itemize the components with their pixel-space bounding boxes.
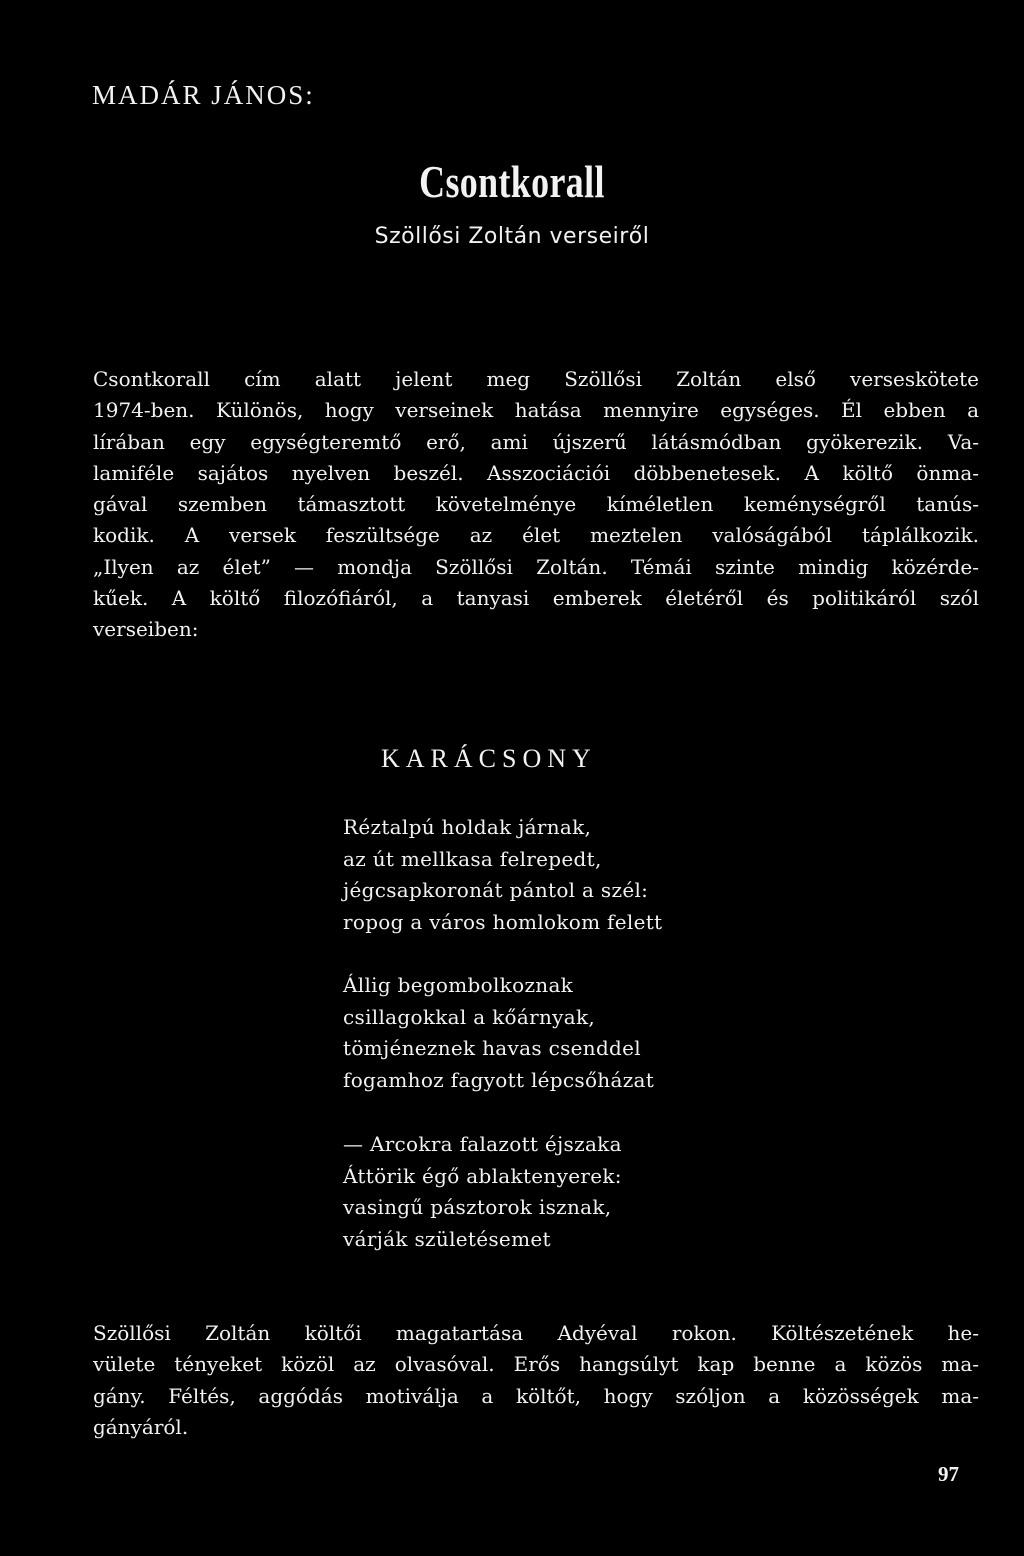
closing-line: vülete tényeket közöl az olvasóval. Erős hangsúlyt kap benne a közös ma- <box>93 1352 979 1377</box>
intro-line: kodik. A versek feszültsége az élet meztelen valóságából táplálkozik. <box>93 523 979 548</box>
poem-line: Állig begombolkoznak <box>343 973 574 997</box>
intro-line: lírában egy egységteremtő erő, ami újszerű látásmódban gyökerezik. Va- <box>93 429 979 454</box>
poem-line: az út mellkasa felrepedt, <box>343 846 602 871</box>
closing-paragraph <box>93 1318 979 1443</box>
intro-line: lamiféle sajátos nyelven beszél. Asszociációi döbbenetesek. A költő önma- <box>93 460 979 485</box>
poem-stanza-2 <box>343 970 654 1096</box>
poem-line: várják születésemet <box>343 1226 551 1251</box>
intro-line: verseiben: <box>93 617 199 642</box>
poem-stanza-3 <box>343 1129 622 1255</box>
poem-line: fogamhoz fagyott lépcsőházat <box>343 1067 655 1092</box>
intro-paragraph <box>93 364 979 646</box>
closing-line: gány. Féltés, aggódás motiválja a költőt, hogy szóljon a közösségek ma- <box>93 1383 979 1408</box>
poem-line: vasingű pásztorok isznak, <box>343 1195 612 1220</box>
poem-line: Áttörik égő ablaktenyerek: <box>343 1163 622 1188</box>
article-subtitle: Szöllősi Zoltán verseiről <box>374 224 650 249</box>
poem-line: csillagokkal a kőárnyak, <box>343 1004 596 1029</box>
poem-line: — Arcokra falazott éjszaka <box>343 1132 622 1156</box>
intro-line: „Ilyen az élet” — mondja Szöllősi Zoltán. Témái szinte mindig közérde- <box>93 554 979 579</box>
poem-line: ropog a város homlokom felett <box>343 909 663 934</box>
poem-line: tömjéneznek havas csenddel <box>343 1036 641 1061</box>
poem-stanza-1 <box>343 812 662 938</box>
intro-line: gával szemben támasztott követelménye kíméletlen keménységről tanús- <box>93 492 979 517</box>
intro-line: Csontkorall cím alatt jelent meg Szöllősi Zoltán első verseskötete <box>93 367 979 391</box>
author-name: MADÁR JÁNOS: <box>92 80 315 110</box>
poem-line: Réztalpú holdak járnak, <box>343 815 592 839</box>
poem-line: jégcsapkoronát pántol a szél: <box>343 878 649 903</box>
poem-title: KARÁCSONY <box>381 744 597 773</box>
page-number: 97 <box>938 1462 959 1486</box>
intro-line: kűek. A költő filozófiáról, a tanyasi emberek életéről és politikáról szól <box>93 586 979 611</box>
closing-line: Szöllősi Zoltán költői magatartása Adyéval rokon. Költészetének he- <box>93 1321 979 1345</box>
closing-line: gányáról. <box>93 1414 189 1439</box>
intro-line: 1974-ben. Különös, hogy verseinek hatása mennyire egységes. Él ebben a <box>93 398 979 423</box>
article-title: Csontkorall <box>419 156 605 207</box>
